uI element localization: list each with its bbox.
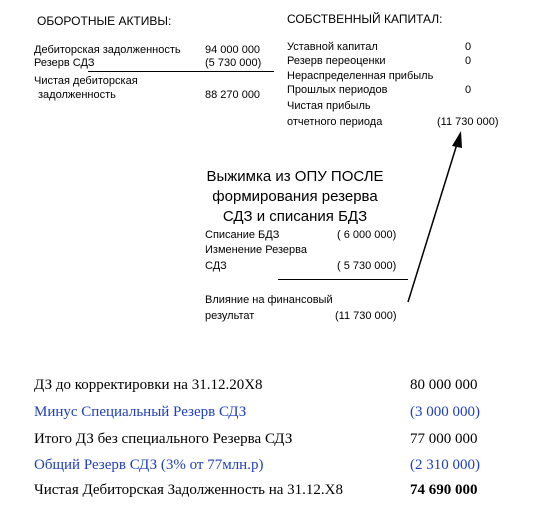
assets-row-net-label-2: задолженность bbox=[38, 89, 116, 101]
excerpt-row-writeoff-value: ( 6 000 000) bbox=[337, 229, 397, 241]
excerpt-row-change-label-2: СДЗ bbox=[205, 260, 227, 272]
excerpt-title-line-1: Выжимка из ОПУ ПОСЛЕ bbox=[206, 168, 384, 185]
summary-row-value: 77 000 000 bbox=[410, 431, 478, 447]
excerpt-result-value: (11 730 000) bbox=[335, 310, 397, 322]
summary-row-value: 74 690 000 bbox=[410, 482, 478, 498]
equity-row-charter-value: 0 bbox=[465, 41, 472, 53]
assets-row-net-label-1: Чистая дебиторская bbox=[34, 75, 138, 87]
summary-row-value: (3 000 000) bbox=[410, 404, 480, 420]
equity-row-retained-value: 0 bbox=[465, 84, 472, 96]
excerpt-result-label-2: результат bbox=[205, 310, 255, 322]
summary-row-label: Минус Специальный Резерв СДЗ bbox=[34, 404, 247, 420]
summary-row-value: (2 310 000) bbox=[410, 457, 480, 473]
assets-row-reserve-label: Резерв СДЗ bbox=[34, 57, 95, 69]
excerpt-title-line-2: формирования резерва bbox=[212, 188, 378, 205]
equity-heading: СОБСТВЕННЫЙ КАПИТАЛ: bbox=[287, 12, 443, 26]
equity-row-profit-label-2: отчетного периода bbox=[287, 116, 383, 128]
summary-row-label: Итого ДЗ без специального Резерва СДЗ bbox=[34, 431, 293, 447]
excerpt-row-change-value: ( 5 730 000) bbox=[337, 260, 397, 272]
assets-row-receivables-label: Дебиторская задолженность bbox=[34, 44, 181, 56]
assets-heading: ОБОРОТНЫЕ АКТИВЫ: bbox=[37, 14, 172, 28]
equity-row-retained-label-2: Прошлых периодов bbox=[287, 84, 388, 96]
excerpt-row-change-label-1: Изменение Резерва bbox=[205, 244, 307, 256]
equity-row-charter-label: Уставной капитал bbox=[287, 41, 378, 53]
summary-row-label: ДЗ до корректировки на 31.12.20Х8 bbox=[34, 377, 263, 393]
summary-row-label: Общий Резерв СДЗ (3% от 77млн.р) bbox=[34, 457, 264, 473]
summary-row-label: Чистая Дебиторская Задолженность на 31.12.Х8 bbox=[34, 482, 344, 498]
equity-row-revaluation-value: 0 bbox=[465, 55, 472, 67]
assets-row-net-value: 88 270 000 bbox=[205, 89, 261, 101]
equity-row-profit-value: (11 730 000) bbox=[437, 116, 499, 128]
equity-row-retained-label-1: Нераспределенная прибыль bbox=[287, 70, 434, 82]
excerpt-row-writeoff-label: Списание БДЗ bbox=[205, 229, 280, 241]
equity-row-profit-label-1: Чистая прибыль bbox=[287, 100, 371, 112]
excerpt-divider bbox=[278, 279, 408, 280]
excerpt-title-line-3: СДЗ и списания БДЗ bbox=[222, 208, 368, 225]
summary-row-value: 80 000 000 bbox=[410, 377, 478, 393]
assets-row-reserve-value: (5 730 000) bbox=[205, 57, 262, 69]
excerpt-result-label-1: Влияние на финансовый bbox=[205, 294, 333, 306]
assets-row-receivables-value: 94 000 000 bbox=[205, 44, 261, 56]
equity-row-revaluation-label: Резерв переоценки bbox=[287, 55, 386, 67]
